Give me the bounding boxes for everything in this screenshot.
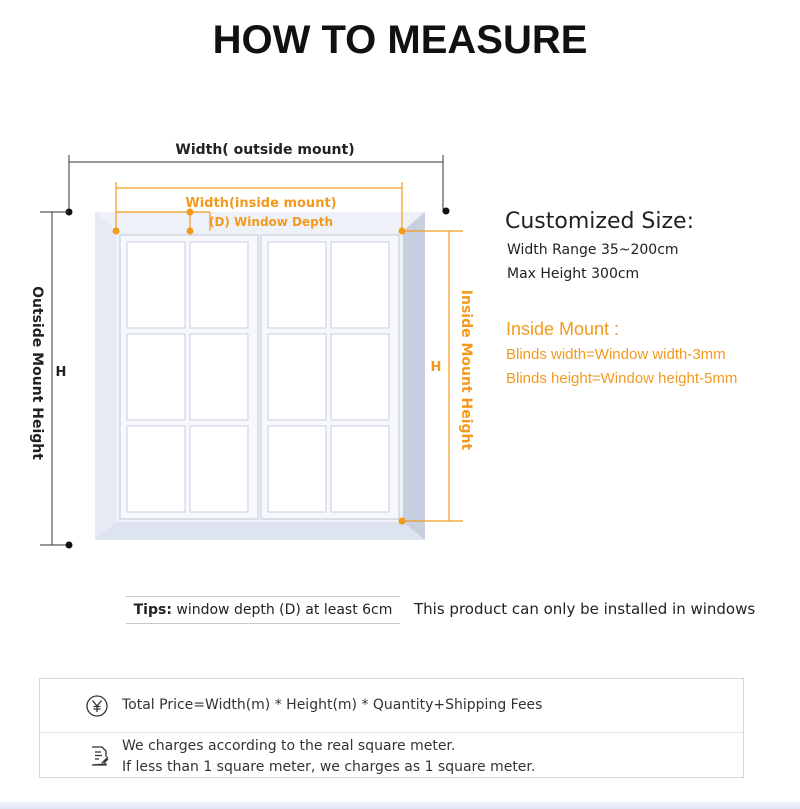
outside-height-dot-bottom <box>66 542 73 549</box>
max-height-text: Max Height 300cm <box>507 266 640 282</box>
window-depth-label: (D) Window Depth <box>208 215 334 229</box>
tips-text: window depth (D) at least 6cm <box>176 602 393 618</box>
depth-dot <box>187 228 194 235</box>
inside-width-label: Width(inside mount) <box>185 196 337 211</box>
charge-line-1: We charges according to the real square meter. <box>122 738 456 754</box>
inside-height-label: Inside Mount Height <box>458 289 474 451</box>
pricing-info-box <box>39 678 744 778</box>
blinds-height-formula: Blinds height=Window height-5mm <box>506 370 738 387</box>
customized-size-title: Customized Size: <box>505 209 695 234</box>
window-trim-left-bevel <box>95 212 116 540</box>
outside-height-label: Outside Mount Height <box>29 286 45 460</box>
outside-width-dot-right <box>443 208 450 215</box>
total-price-formula: Total Price=Width(m) * Height(m) * Quantity+Shipping Fees <box>122 697 543 713</box>
blinds-width-formula: Blinds width=Window width-3mm <box>506 346 726 363</box>
inside-mount-title: Inside Mount : <box>506 319 620 339</box>
install-note: This product can only be installed in windows <box>414 600 756 618</box>
tips-label: Tips: <box>133 602 172 618</box>
yen-icon <box>86 695 108 717</box>
charge-line-2: If less than 1 square meter, we charges as 1 square meter. <box>122 759 536 775</box>
outside-width-label: Width( outside mount) <box>175 142 355 158</box>
window-trim-bottom-bevel <box>95 522 425 540</box>
inside-height-dot-bottom <box>399 518 406 525</box>
price-row <box>40 679 743 733</box>
window-trim-right-bevel <box>403 212 425 540</box>
inside-dot-left <box>113 228 120 235</box>
bottom-strip <box>0 802 800 809</box>
width-range-text: Width Range 35~200cm <box>507 242 679 258</box>
h-right-label: H <box>430 360 442 375</box>
tips-box <box>126 596 400 624</box>
page-title: HOW TO MEASURE <box>212 18 588 62</box>
document-edit-icon <box>88 745 110 767</box>
h-left-label: H <box>55 365 67 380</box>
